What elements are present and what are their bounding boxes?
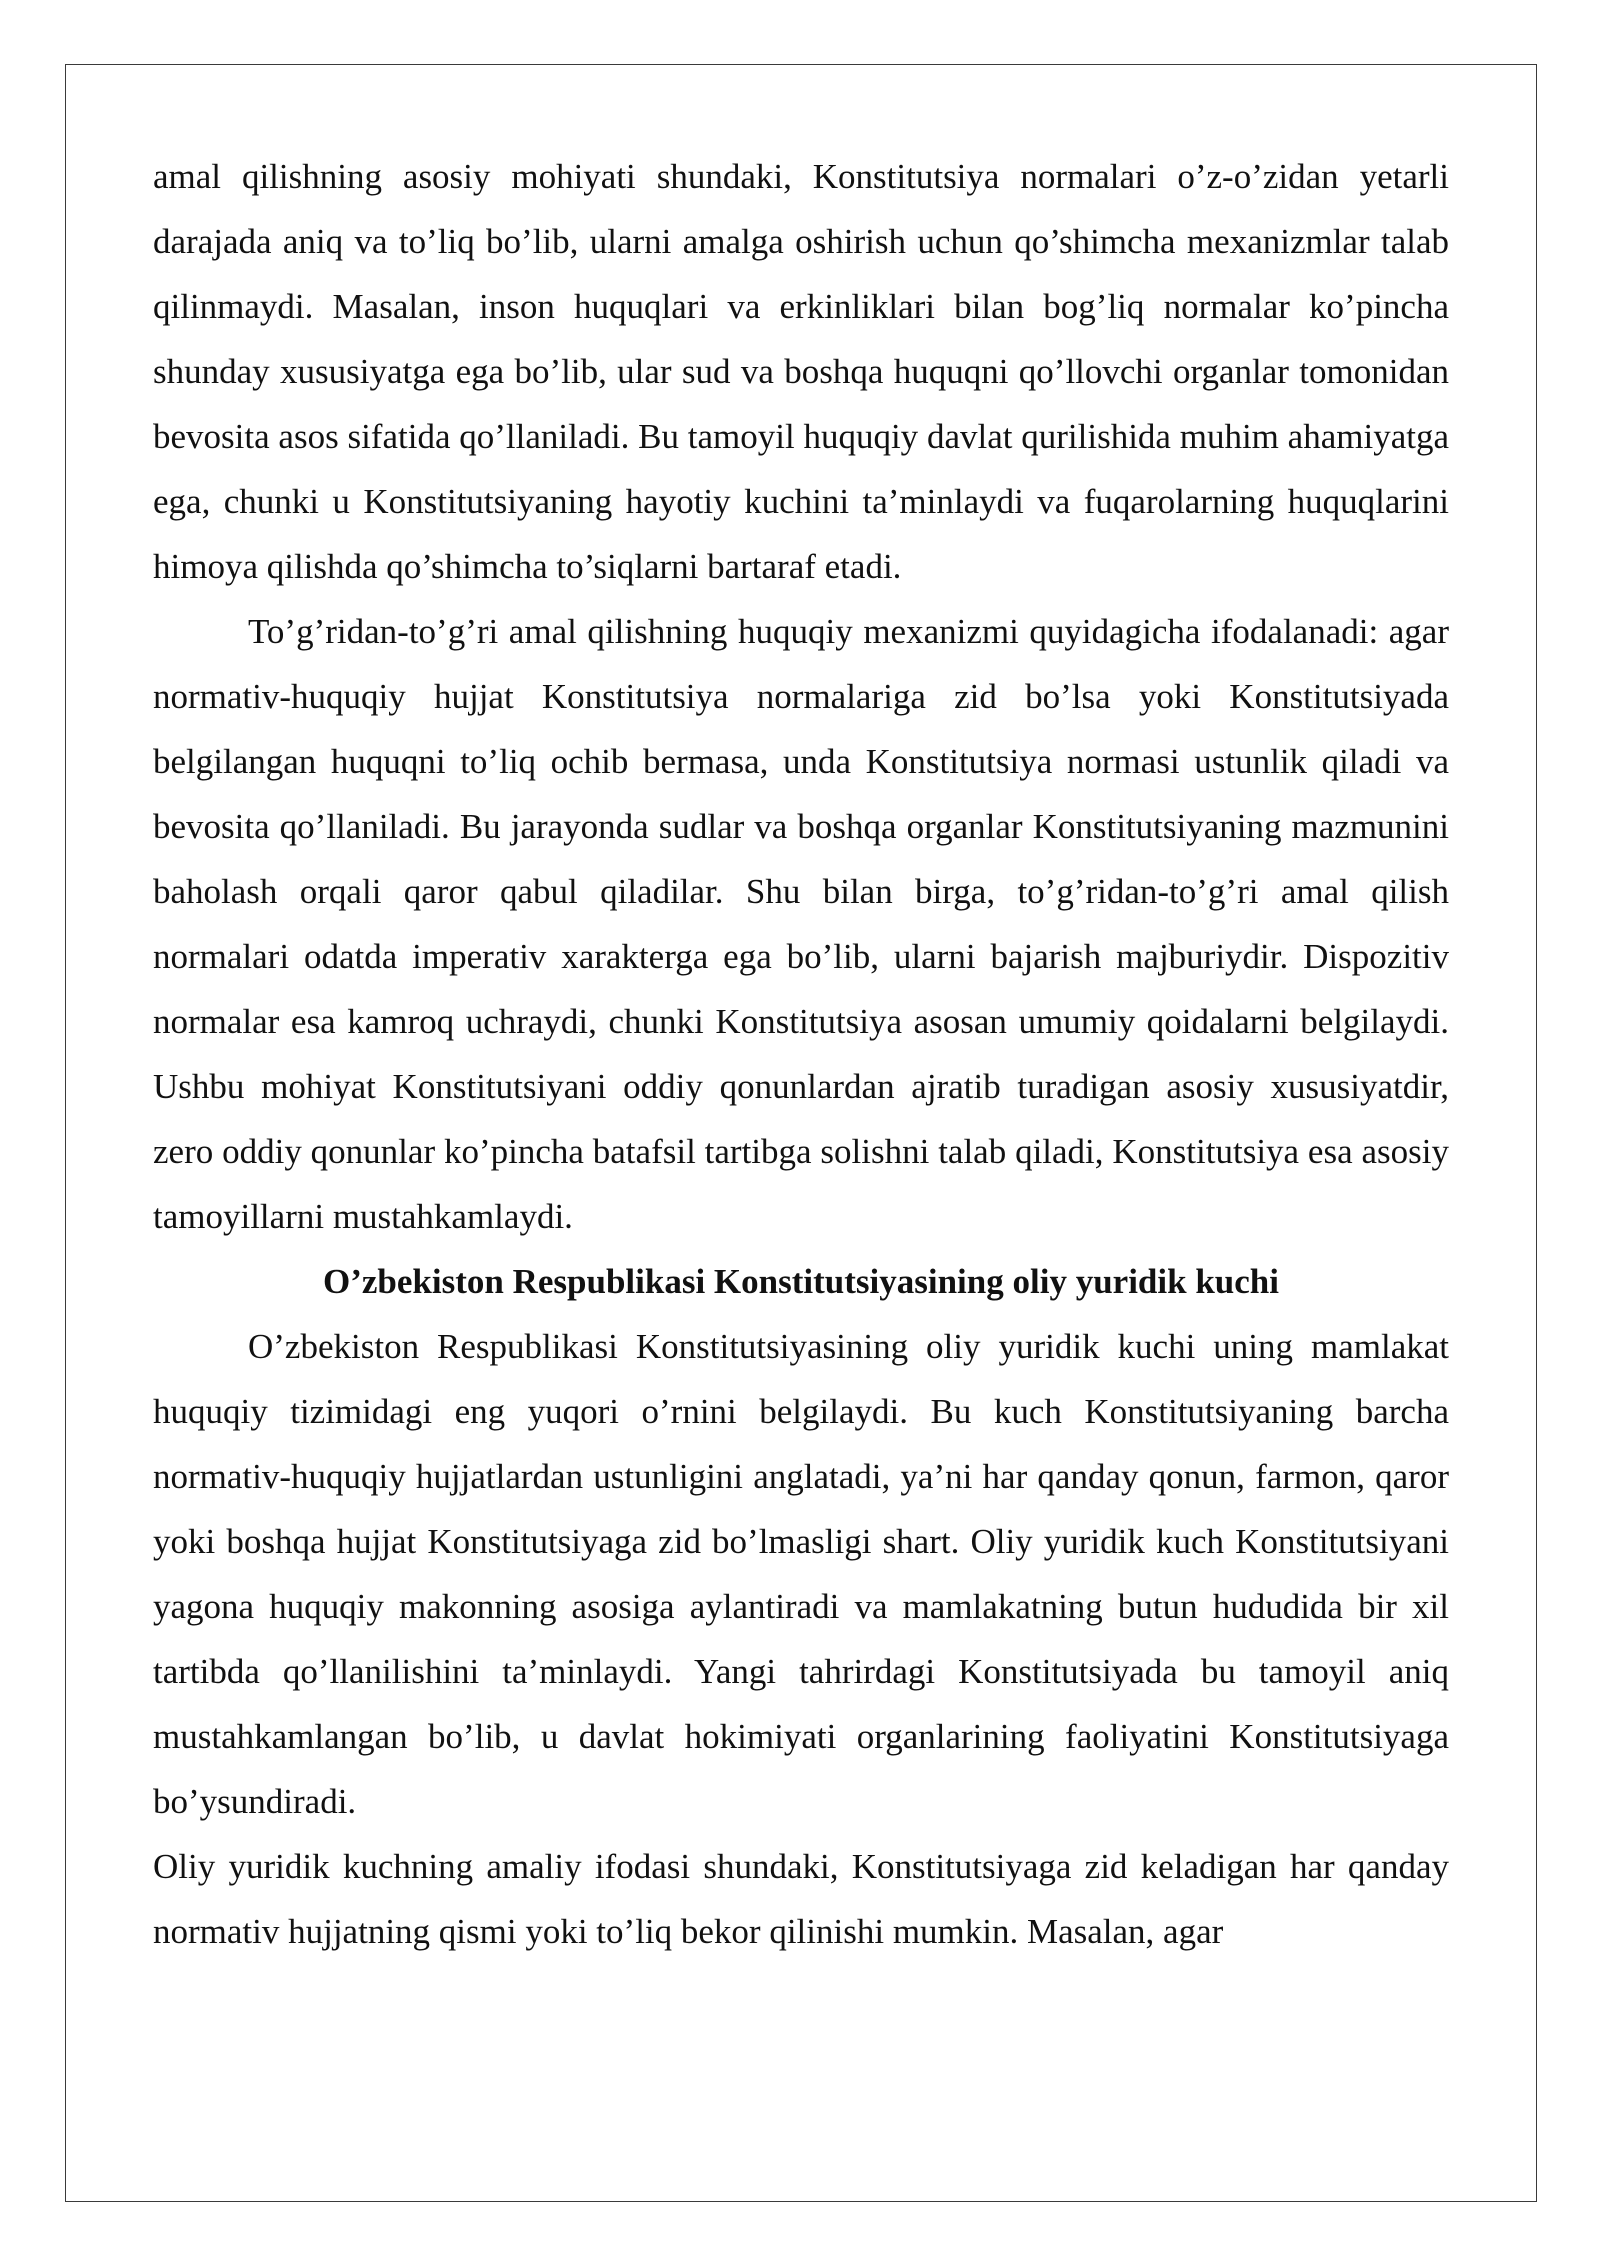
section-heading: O’zbekiston Respublikasi Konstitutsiyasining oliy yuridik kuchi <box>323 1262 1279 1301</box>
paragraph-4: Oliy yuridik kuchning amaliy ifodasi shundaki, Konstitutsiyaga zid keladigan har qanday normativ hujjatning qismi yoki to’liq bekor qilinishi mumkin. Masalan, agar <box>153 1847 1449 1951</box>
paragraph-3: O’zbekiston Respublikasi Konstitutsiyasining oliy yuridik kuchi uning mamlakat huquqiy tizimidagi eng yuqori o’rnini belgilaydi. Bu kuch Konstitutsiyaning barcha normativ-huquqiy hujjatlardan ustunligini anglatadi, ya’ni har qanday qonun, farmon, qaror yoki boshqa hujjat Konstitutsiyaga zid bo’lmasligi shart. Oliy yuridik kuch Konstitutsiyani yagona huquqiy makonning asosiga aylantiradi va mamlakatning butun hududida bir xil tartibda qo’llanilishini ta’minlaydi. Yangi tahrirdagi Konstitutsiyada bu tamoyil aniq mustahkamlangan bo’lib, u davlat hokimiyati organlarining faoliyatini Konstitutsiyaga bo’ysundiradi. <box>153 1327 1449 1821</box>
paragraph-2: To’g’ridan-to’g’ri amal qilishning huquqiy mexanizmi quyidagicha ifodalanadi: agar normativ-huquqiy hujjat Konstitutsiya normalariga zid bo’lsa yoki Konstitutsiyada belgilangan huquqni to’liq ochib bermasa, unda Konstitutsiya normasi ustunlik qiladi va bevosita qo’llaniladi. Bu jarayonda sudlar va boshqa organlar Konstitutsiyaning mazmunini baholash orqali qaror qabul qiladilar. Shu bilan birga, to’g’ridan-to’g’ri amal qilish normalari odatda imperativ xarakterga ega bo’lib, ularni bajarish majburiydir. Dispozitiv normalar esa kamroq uchraydi, chunki Konstitutsiya asosan umumiy qoidalarni belgilaydi. Ushbu mohiyat Konstitutsiyani oddiy qonunlardan ajratib turadigan asosiy xususiyatdir, zero oddiy qonunlar ko’pincha batafsil tartibga solishni talab qiladi, Konstitutsiya esa asosiy tamoyillarni mustahkamlaydi. <box>153 612 1449 1236</box>
document-body <box>153 144 1449 1964</box>
paragraph-1: amal qilishning asosiy mohiyati shundaki, Konstitutsiya normalari o’z-o’zidan yetarli darajada aniq va to’liq bo’lib, ularni amalga oshirish uchun qo’shimcha mexanizmlar talab qilinmaydi. Masalan, inson huquqlari va erkinliklari bilan bog’liq normalar ko’pincha shunday xususiyatga ega bo’lib, ular sud va boshqa huquqni qo’llovchi organlar tomonidan bevosita asos sifatida qo’llaniladi. Bu tamoyil huquqiy davlat qurilishida muhim ahamiyatga ega, chunki u Konstitutsiyaning hayotiy kuchini ta’minlaydi va fuqarolarning huquqlarini himoya qilishda qo’shimcha to’siqlarni bartaraf etadi. <box>153 157 1449 586</box>
